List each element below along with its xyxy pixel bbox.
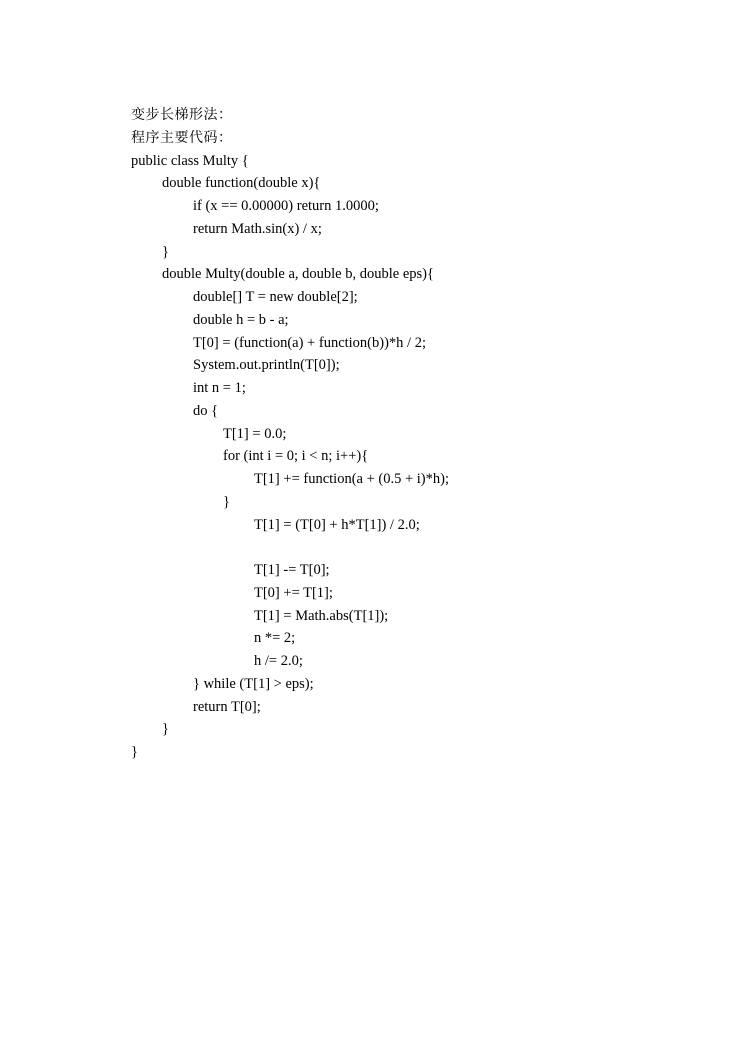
code-block	[131, 150, 691, 764]
code-line: int n = 1;	[193, 380, 246, 396]
code-line: public class Multy {	[131, 152, 249, 169]
code-line: }	[162, 721, 169, 738]
code-line: if (x == 0.00000) return 1.0000;	[193, 198, 379, 214]
code-line: } while (T[1] > eps);	[193, 675, 314, 692]
section-subheading: 程序主要代码：	[131, 129, 233, 146]
code-line: }	[131, 744, 138, 760]
code-line-blank	[131, 536, 691, 559]
code-line: T[1] = Math.abs(T[1]);	[254, 607, 389, 624]
code-line: n *= 2;	[254, 630, 296, 647]
code-line: h /= 2.0;	[254, 653, 303, 669]
code-line: double Multy(double a, double b, double eps){	[162, 266, 434, 283]
code-line: }	[162, 243, 169, 260]
code-line: do {	[193, 402, 219, 419]
code-line: double h = b - a;	[193, 311, 289, 328]
code-line: double[] T = new double[2];	[193, 289, 358, 305]
section-heading: 变步长梯形法：	[131, 107, 233, 123]
code-line: return T[0];	[193, 698, 261, 715]
code-line: double function(double x){	[162, 175, 321, 192]
code-line: T[1] += function(a + (0.5 + i)*h);	[254, 471, 449, 487]
code-line: System.out.println(T[0]);	[193, 357, 340, 374]
code-line: for (int i = 0; i < n; i++){	[223, 448, 369, 465]
code-line: T[0] = (function(a) + function(b))*h / 2;	[193, 334, 426, 351]
document-body	[131, 104, 691, 764]
code-line: return Math.sin(x) / x;	[193, 220, 322, 237]
code-line: T[1] = (T[0] + h*T[1]) / 2.0;	[254, 516, 420, 533]
code-line: T[0] += T[1];	[254, 584, 333, 601]
code-line: }	[223, 493, 230, 510]
code-line: T[1] -= T[0];	[254, 562, 330, 578]
code-line: T[1] = 0.0;	[223, 425, 287, 442]
